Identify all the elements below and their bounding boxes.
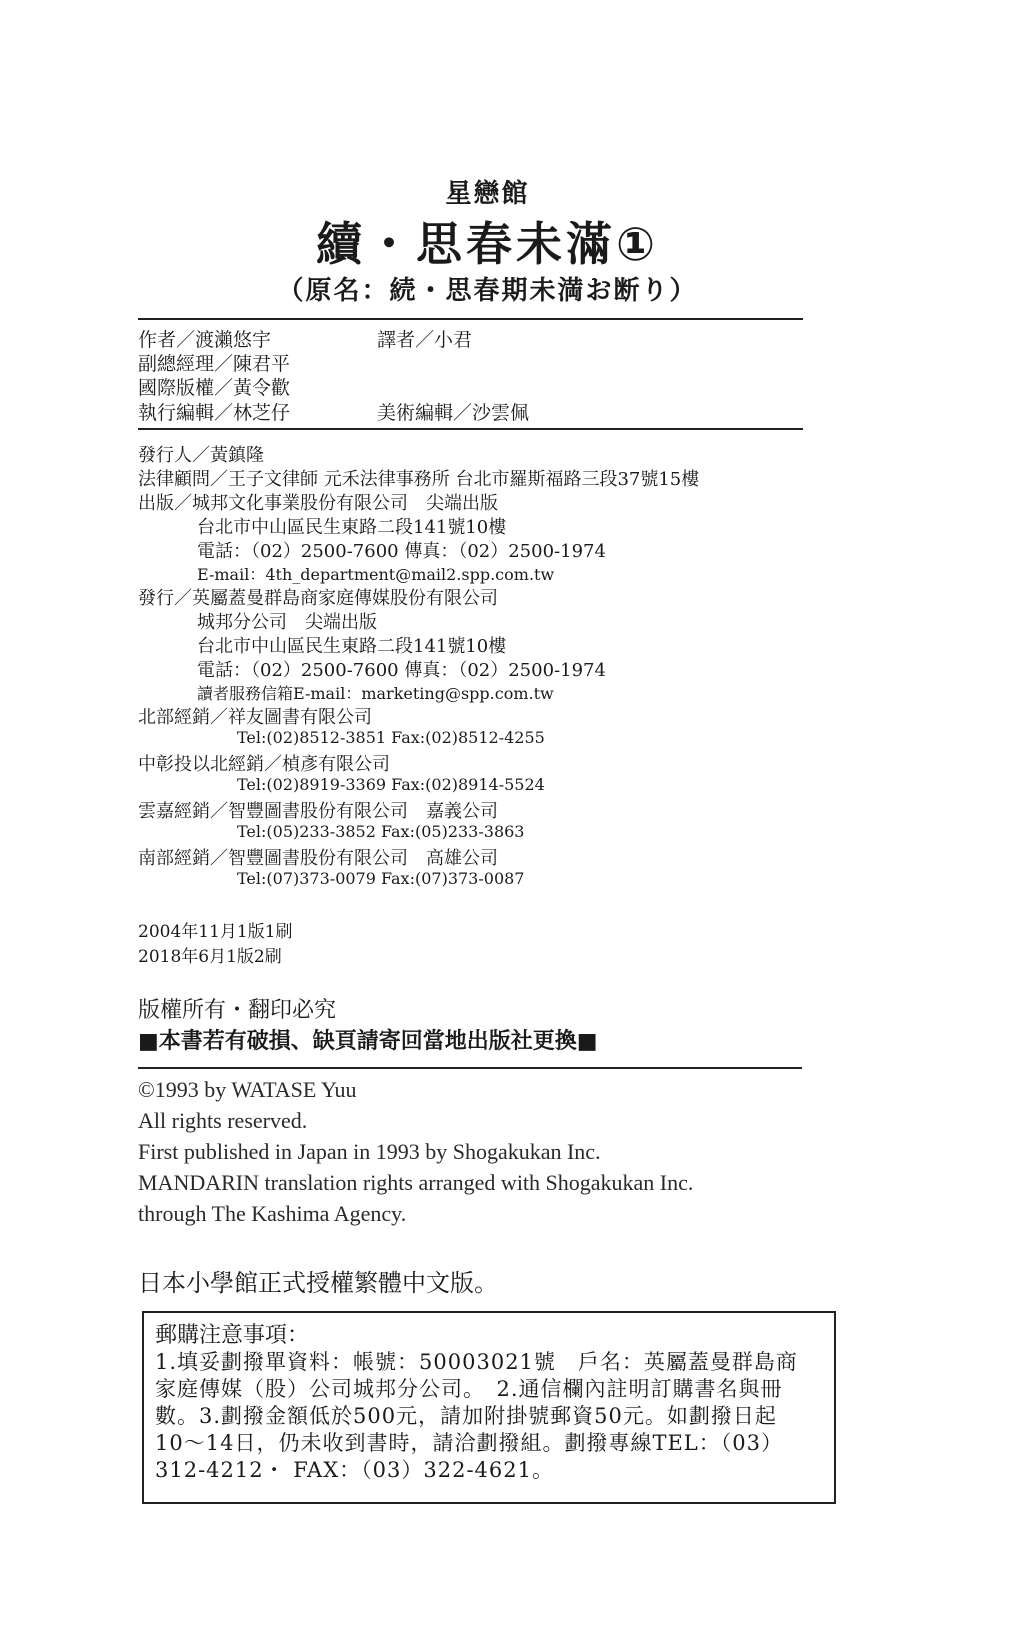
imprint-distributor: 發行／英屬蓋曼群島商家庭傳媒股份有限公司 xyxy=(138,588,498,609)
edition-first-print: 2004年11月1版1刷 xyxy=(138,922,293,942)
imprint-north-contact: Tel:(02)8512-3851 Fax:(02)8512-4255 xyxy=(237,728,545,747)
credit-author: 作者／渡瀨悠宇 xyxy=(138,329,272,351)
credit-translator: 譯者／小君 xyxy=(377,329,473,351)
imprint-central-distributor: 中彰投以北經銷／楨彥有限公司 xyxy=(138,754,390,775)
copyright-agency: through The Kashima Agency. xyxy=(138,1201,407,1226)
imprint-central-contact: Tel:(02)8919-3369 Fax:(02)8914-5524 xyxy=(237,775,545,794)
imprint-dist-email: 讀者服務信箱E-mail：marketing@spp.com.tw xyxy=(197,684,554,703)
mail-order-title: 郵購注意事項： xyxy=(155,1323,310,1348)
mail-order-line: 家庭傳媒（股）公司城邦分公司。 2.通信欄內註明訂購書名與冊 xyxy=(155,1377,783,1401)
credit-art-editor: 美術編輯／沙雲佩 xyxy=(377,402,530,424)
imprint-pub-email: E-mail：4th_department@mail2.spp.com.tw xyxy=(197,565,555,584)
divider-copyright xyxy=(138,1067,802,1069)
imprint-dist-branch: 城邦分公司 尖端出版 xyxy=(197,612,377,633)
mail-order-line: 1.填妥劃撥單資料：帳號：50003021號 戶名：英屬蓋曼群島商 xyxy=(155,1350,798,1374)
imprint-legal: 法律顧問／王子文律師 元禾法律事務所 台北市羅斯福路三段37號15樓 xyxy=(138,469,700,490)
copyright-all-rights: All rights reserved. xyxy=(138,1108,308,1133)
mail-order-line: 數。3.劃撥金額低於500元，請加附掛號郵資50元。如劃撥日起 xyxy=(155,1404,777,1428)
imprint-dist-address: 台北市中山區民生東路二段141號10樓 xyxy=(197,636,507,657)
credit-deputy-gm: 副總經理／陳君平 xyxy=(138,353,291,375)
imprint-south-distributor: 南部經銷／智豐圖書股份有限公司 高雄公司 xyxy=(138,848,498,869)
imprint-pub-address: 台北市中山區民生東路二段141號10樓 xyxy=(197,517,507,538)
edition-second-print: 2018年6月1版2刷 xyxy=(138,947,282,967)
imprint-issuer: 發行人／黃鎮隆 xyxy=(138,445,264,466)
imprint-dist-phone: 電話：（02）2500-7600 傳真：（02）2500-1974 xyxy=(197,660,606,681)
imprint-publisher: 出版／城邦文化事業股份有限公司 尖端出版 xyxy=(138,493,498,514)
imprint-pub-phone: 電話：（02）2500-7600 傳真：（02）2500-1974 xyxy=(197,541,606,562)
imprint-south-contact: Tel:(07)373-0079 Fax:(07)373-0087 xyxy=(237,869,525,888)
divider-credits xyxy=(138,428,803,430)
mail-order-line: 312-4212・ FAX：（03）322-4621。 xyxy=(155,1458,555,1482)
credit-exec-editor: 執行編輯／林芝仔 xyxy=(138,402,291,424)
official-edition-statement: 日本小學館正式授權繁體中文版。 xyxy=(138,1269,498,1297)
mail-order-line: 10～14日，仍未收到書時，請洽劃撥組。劃撥專線TEL：（03） xyxy=(155,1431,783,1455)
copyright-line: ©1993 by WATASE Yuu xyxy=(138,1077,357,1102)
credit-intl-rights: 國際版權／黃令歡 xyxy=(138,377,291,399)
publisher-brand: 星戀館 xyxy=(445,179,530,209)
defect-notice: ■本書若有破損、缺頁請寄回當地出版社更換■ xyxy=(138,1028,598,1054)
rights-reserved-zh: 版權所有・翻印必究 xyxy=(138,998,337,1023)
imprint-yunjia-distributor: 雲嘉經銷／智豐圖書股份有限公司 嘉義公司 xyxy=(138,801,498,822)
original-title: （原名：続・思春期未満お断り） xyxy=(277,276,698,306)
book-title: 續・思春未滿① xyxy=(316,217,659,271)
copyright-first-published: First published in Japan in 1993 by Shogakukan Inc. xyxy=(138,1139,601,1164)
divider-top xyxy=(138,318,803,320)
imprint-north-distributor: 北部經銷／祥友圖書有限公司 xyxy=(138,707,372,728)
copyright-translation-rights: MANDARIN translation rights arranged with Shogakukan Inc. xyxy=(138,1170,694,1195)
imprint-yunjia-contact: Tel:(05)233-3852 Fax:(05)233-3863 xyxy=(237,822,525,841)
